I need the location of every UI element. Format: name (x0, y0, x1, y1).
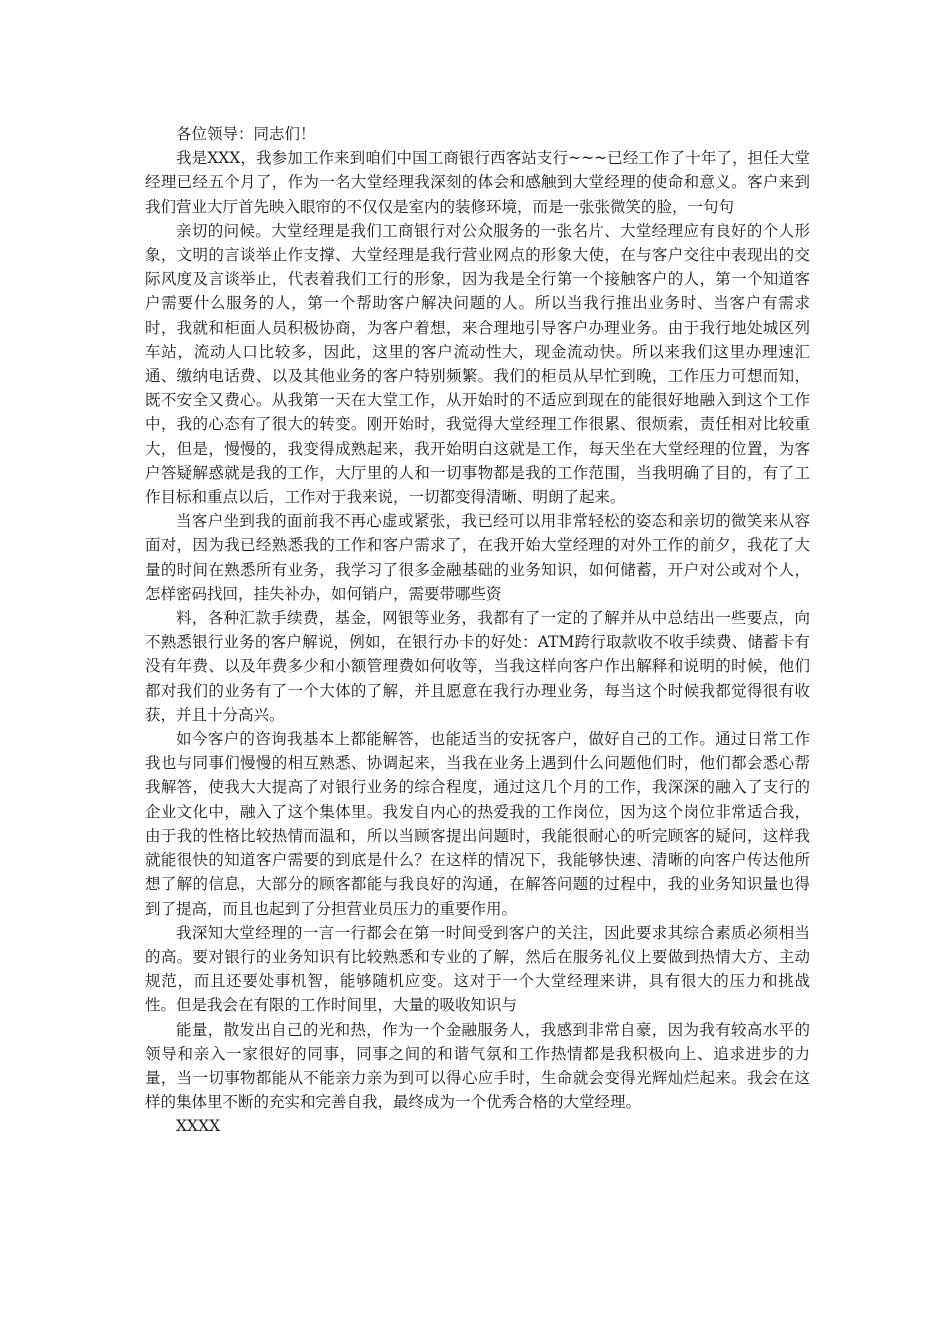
greeting: 各位领导：同志们！ (176, 125, 316, 143)
paragraph-2: 亲切的问候。大堂经理是我们工商银行对公众服务的一张名片、大堂经理应有良好的个人形象，文明的言谈举止作支撑、大堂经理是我行营业网点的形象大使，在与客户交往中表现出的交际风度及言谈举止，代表着我们工行的形象，因为我是全行第一个接触客户的人，第一个知道客户需要什么服务的人，第一个帮助客户解决问题的人。所以当我行推出业务时、当客户有需求时，我就和柜面人员积极协商，为客户着想，来合理地引导客户办理业务。由于我行地处城区列车站，流动人口比较多，因此，这里的客户流动性大，现金流动快。所以来我们这里办理速汇通、缴纳电话费、以及其他业务的客户特别频繁。我们的柜员从早忙到晚，工作压力可想而知，既不安全又费心。从我第一天在大堂工作，从开始时的不适应到现在的能很好地融入到这个工作中，我的心态有了很大的转变。刚开始时，我觉得大堂经理工作很累、很烦索，责任相对比较重大，但是，慢慢的，我变得成熟起来，我开始明白这就是工作，每天坐在大堂经理的位置，为客户答疑解惑就是我的工作，大厅里的人和一切事物都是我的工作范围，当我明确了目的，有了工作目标和重点以后，工作对于我来说，一切都变得清晰、明朗了起来。 (145, 221, 810, 507)
paragraph-7: 能量，散发出自己的光和热，作为一个金融服务人，我感到非常自豪，因为我有较高水平的领导和亲入一家很好的同事，同事之间的和谐气氛和工作热情都是我积极向上、追求进步的力量，当一切事物都能从不能亲力亲为到可以得心应手时，生命就会变得光辉灿烂起来。我会在这样的集体里不断的充实和完善自我，最终成为一个优秀合格的大堂经理。 (145, 1020, 810, 1112)
paragraph-3: 当客户坐到我的面前我不再心虚或紧张，我已经可以用非常轻松的姿态和亲切的微笑来从容面对，因为我已经熟悉我的工作和客户需求了，在我开始大堂经理的对外工作的前夕，我花了大量的时间在熟悉所有业务，我学习了很多金融基础的业务知识，如何储蓄，开户对公或对个人，怎样密码找回，挂失补办，如何销户，需要带哪些资 (145, 512, 810, 603)
paragraph-1: 我是XXX，我参加工作来到咱们中国工商银行西客站支行~~~已经工作了十年了，担任大堂经理已经五个月了，作为一名大堂经理我深刻的体会和感触到大堂经理的使命和意义。客户来到我们营业大厅首先映入眼帘的不仅仅是室内的装修环境，而是一张张微笑的脸，一句句 (145, 149, 810, 216)
paragraph-6: 我深知大堂经理的一言一行都会在第一时间受到客户的关注，因此要求其综合素质必须相当的高。要对银行的业务知识有比较熟悉和专业的了解，然后在服务礼仪上要做到热情大方、主动规范，而且还要处事机智，能够随机应变。这对于一个大堂经理来讲，具有很大的压力和挑战性。但是我会在有限的工作时间里，大量的吸收知识与 (145, 923, 810, 1015)
signature: XXXX (176, 1117, 221, 1136)
paragraph-4: 料，各种汇款手续费，基金，网银等业务，我都有了一定的了解并从中总结出一些要点，向不熟悉银行业务的客户解说，例如，在银行办卡的好处：ATM跨行取款收不收手续费、储蓄卡有没有年费、以及年费多少和小额管理费如何收等，当我这样向客户作出解释和说明的时候，他们都对我们的业务有了一个大体的了解，并且愿意在我行办理业务，每当这个时候我都觉得很有收获，并且十分高兴。 (145, 609, 810, 724)
document-body (145, 122, 810, 1139)
paragraph-5: 如今客户的咨询我基本上都能解答，也能适当的安抚客户，做好自己的工作。通过日常工作我也与同事们慢慢的相互熟悉、协调起来，当我在业务上遇到什么问题他们时，他们都会悉心帮我解答，使我大大提高了对银行业务的综合程度，通过这几个月的工作，我深深的融入了支行的企业文化中，融入了这个集体里。我发自内心的热爱我的工作岗位，因为这个岗位非常适合我，由于我的性格比较热情而温和，所以当顾客提出问题时，我能很耐心的听完顾客的疑问，这样我就能很快的知道客户需要的到底是什么？在这样的情况下，我能够快速、清晰的向客户传达他所想了解的信息，大部分的顾客都能与我良好的沟通，在解答问题的过程中，我的业务知识量也得到了提高，而且也起到了分担营业员压力的重要作用。 (145, 730, 810, 918)
